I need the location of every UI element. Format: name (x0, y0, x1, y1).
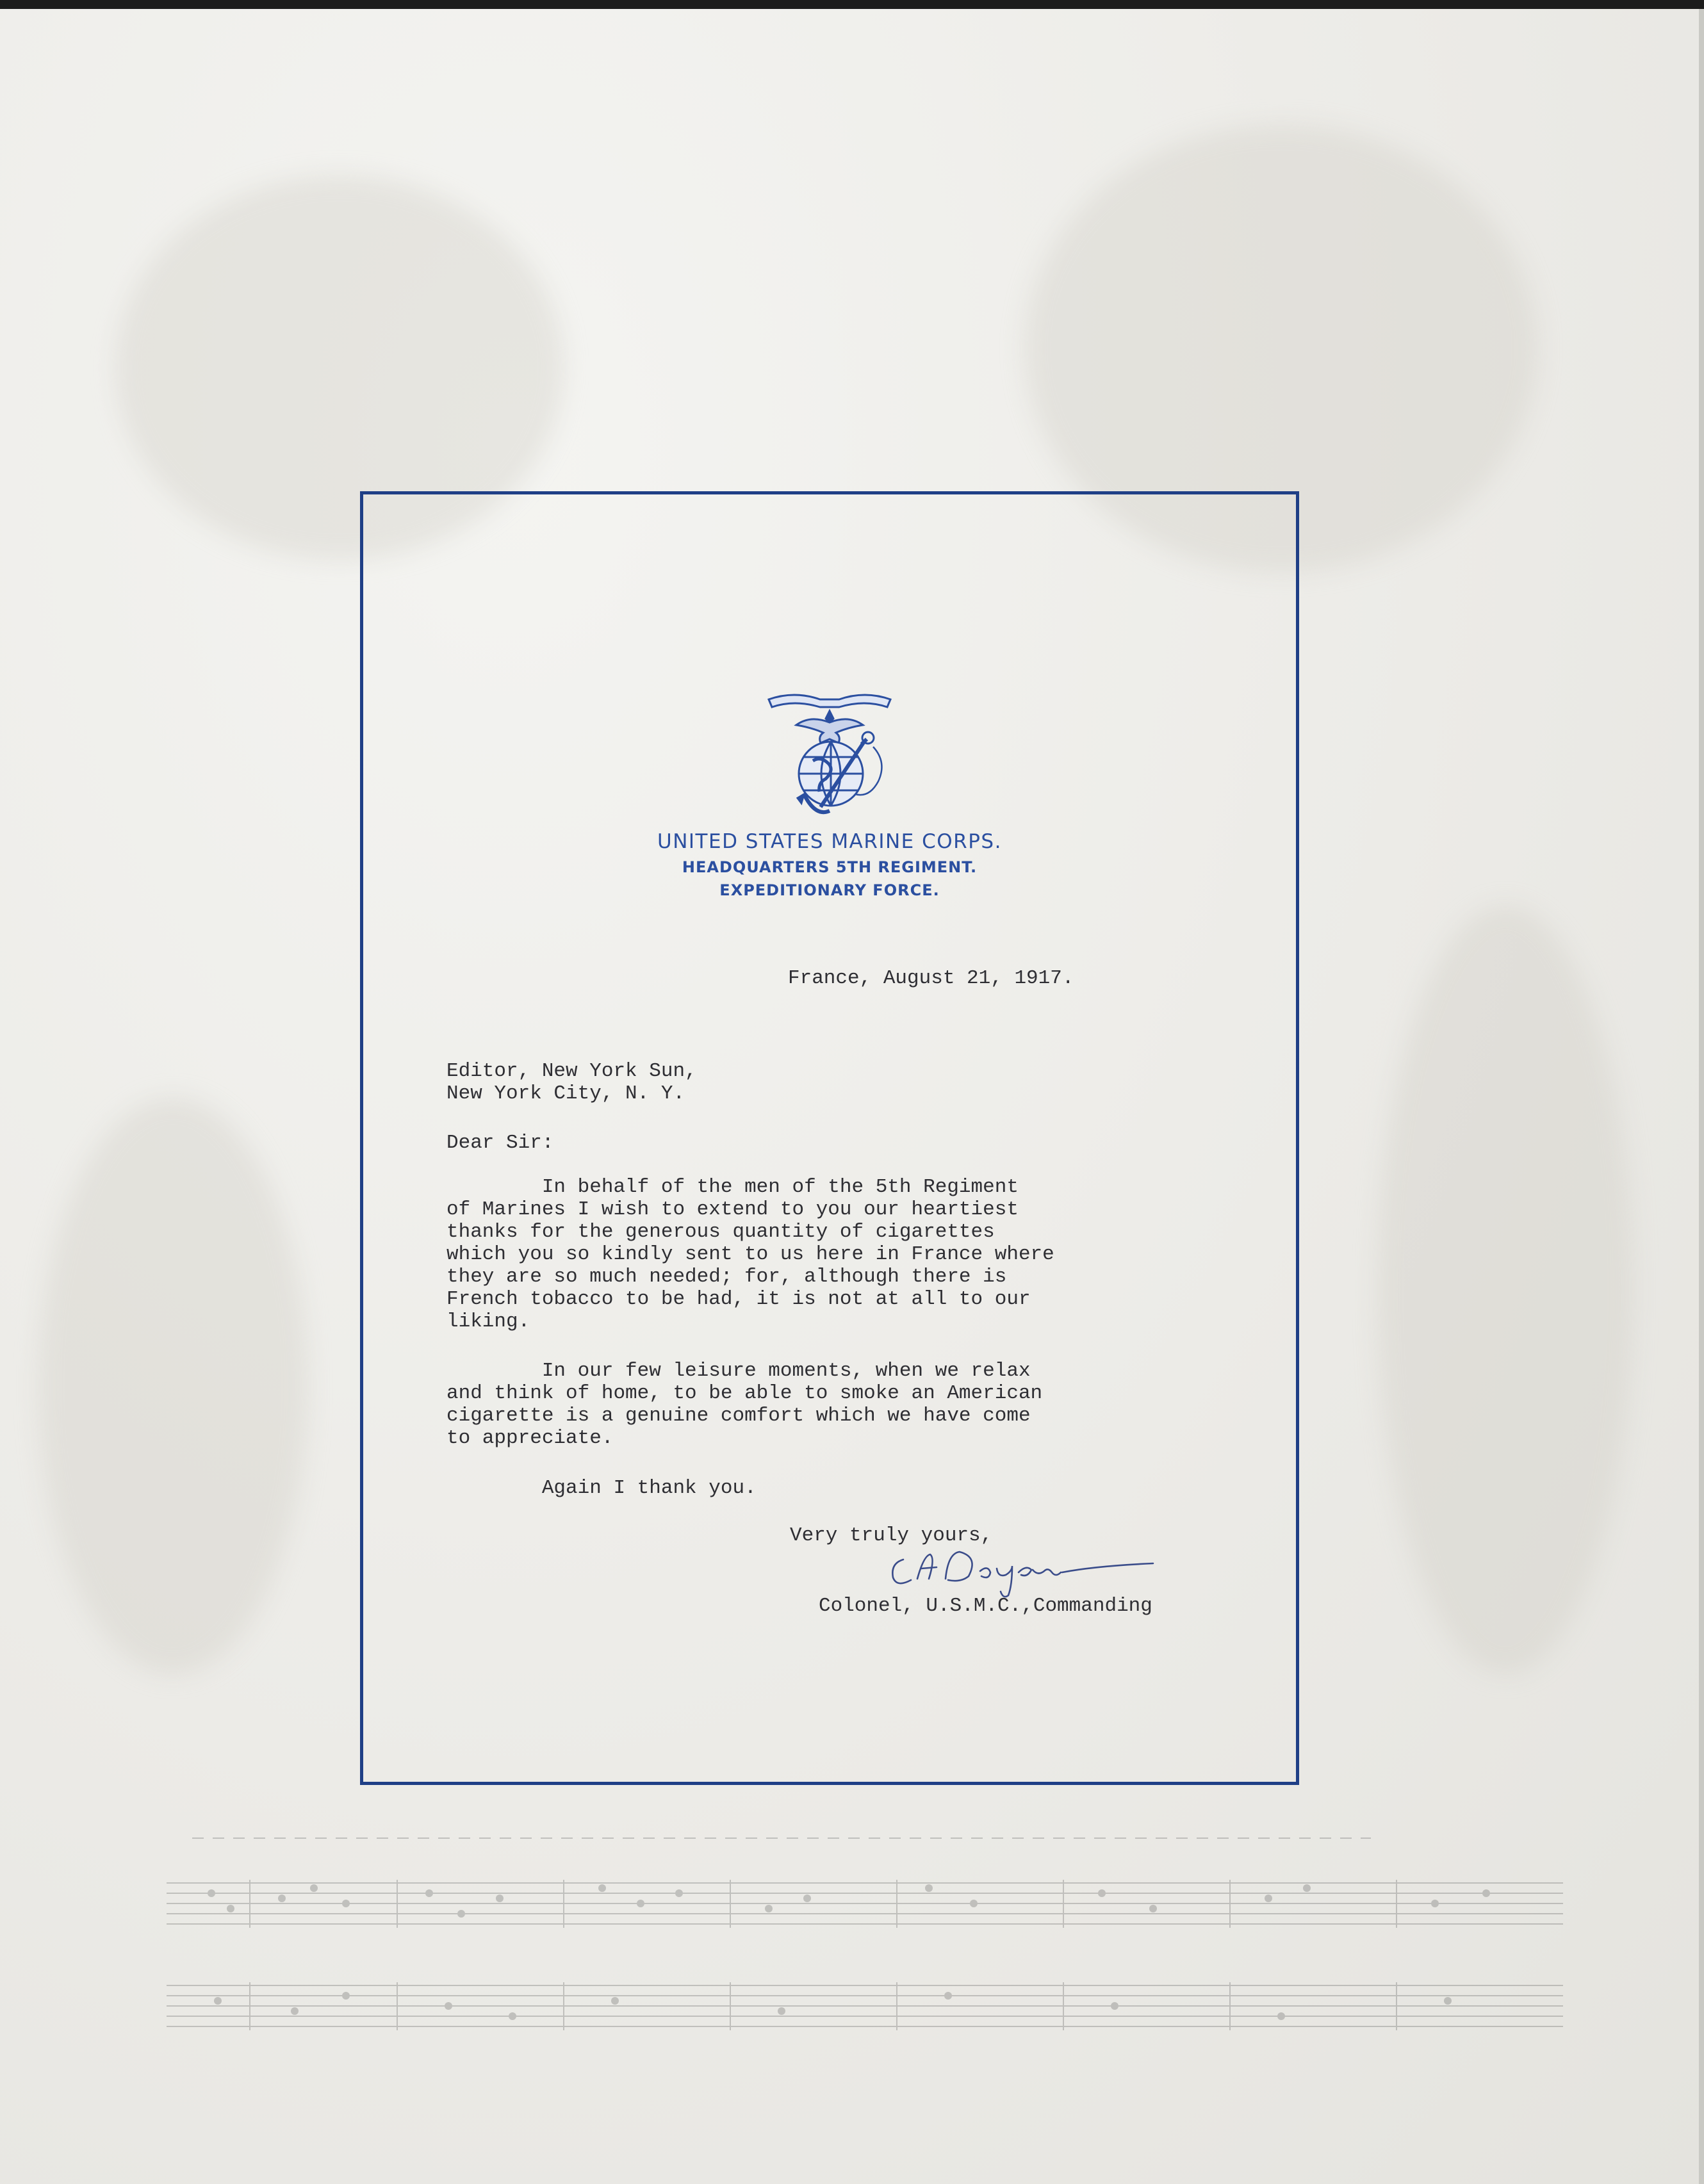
paper-stain (1377, 906, 1634, 1674)
letterhead (360, 685, 1299, 899)
letterhead-subtitle-2: EXPEDITIONARY FORCE. (719, 881, 940, 899)
handwritten-signature (884, 1540, 1185, 1598)
complimentary-close: Very truly yours, (790, 1524, 993, 1547)
recipient-address (446, 1060, 697, 1105)
body-paragraph: In our few leisure moments, when we relax and think of home, to be able to smoke an American cigarette is a genuine comfort which we have come to appreciate. (446, 1360, 1043, 1449)
body-paragraph: In behalf of the men of the 5th Regiment of Marines I wish to extend to you our heartiest thanks for the generous quantity of cigarettes which you so kindly sent to us here in France where they are so much needed; for, although there is French tobacco to be had, it is not at all to our liking. (446, 1176, 1054, 1333)
letterhead-subtitle: HEADQUARTERS 5TH REGIMENT. (682, 858, 978, 876)
eagle-globe-anchor-icon (759, 685, 900, 820)
signature-title: Colonel, U.S.M.C.,Commanding (819, 1595, 1152, 1617)
recipient-line: New York City, N. Y. (446, 1082, 685, 1105)
letterhead-title: UNITED STATES MARINE CORPS. (657, 830, 1002, 853)
body-paragraph: Again I thank you. (446, 1477, 757, 1499)
salutation: Dear Sir: (446, 1132, 554, 1154)
letter-date: France, August 21, 1917. (788, 967, 1074, 990)
recipient-line: Editor, New York Sun, (446, 1060, 697, 1082)
paper-stain (38, 1098, 307, 1674)
bleed-through-sheet-music (154, 1813, 1582, 2050)
